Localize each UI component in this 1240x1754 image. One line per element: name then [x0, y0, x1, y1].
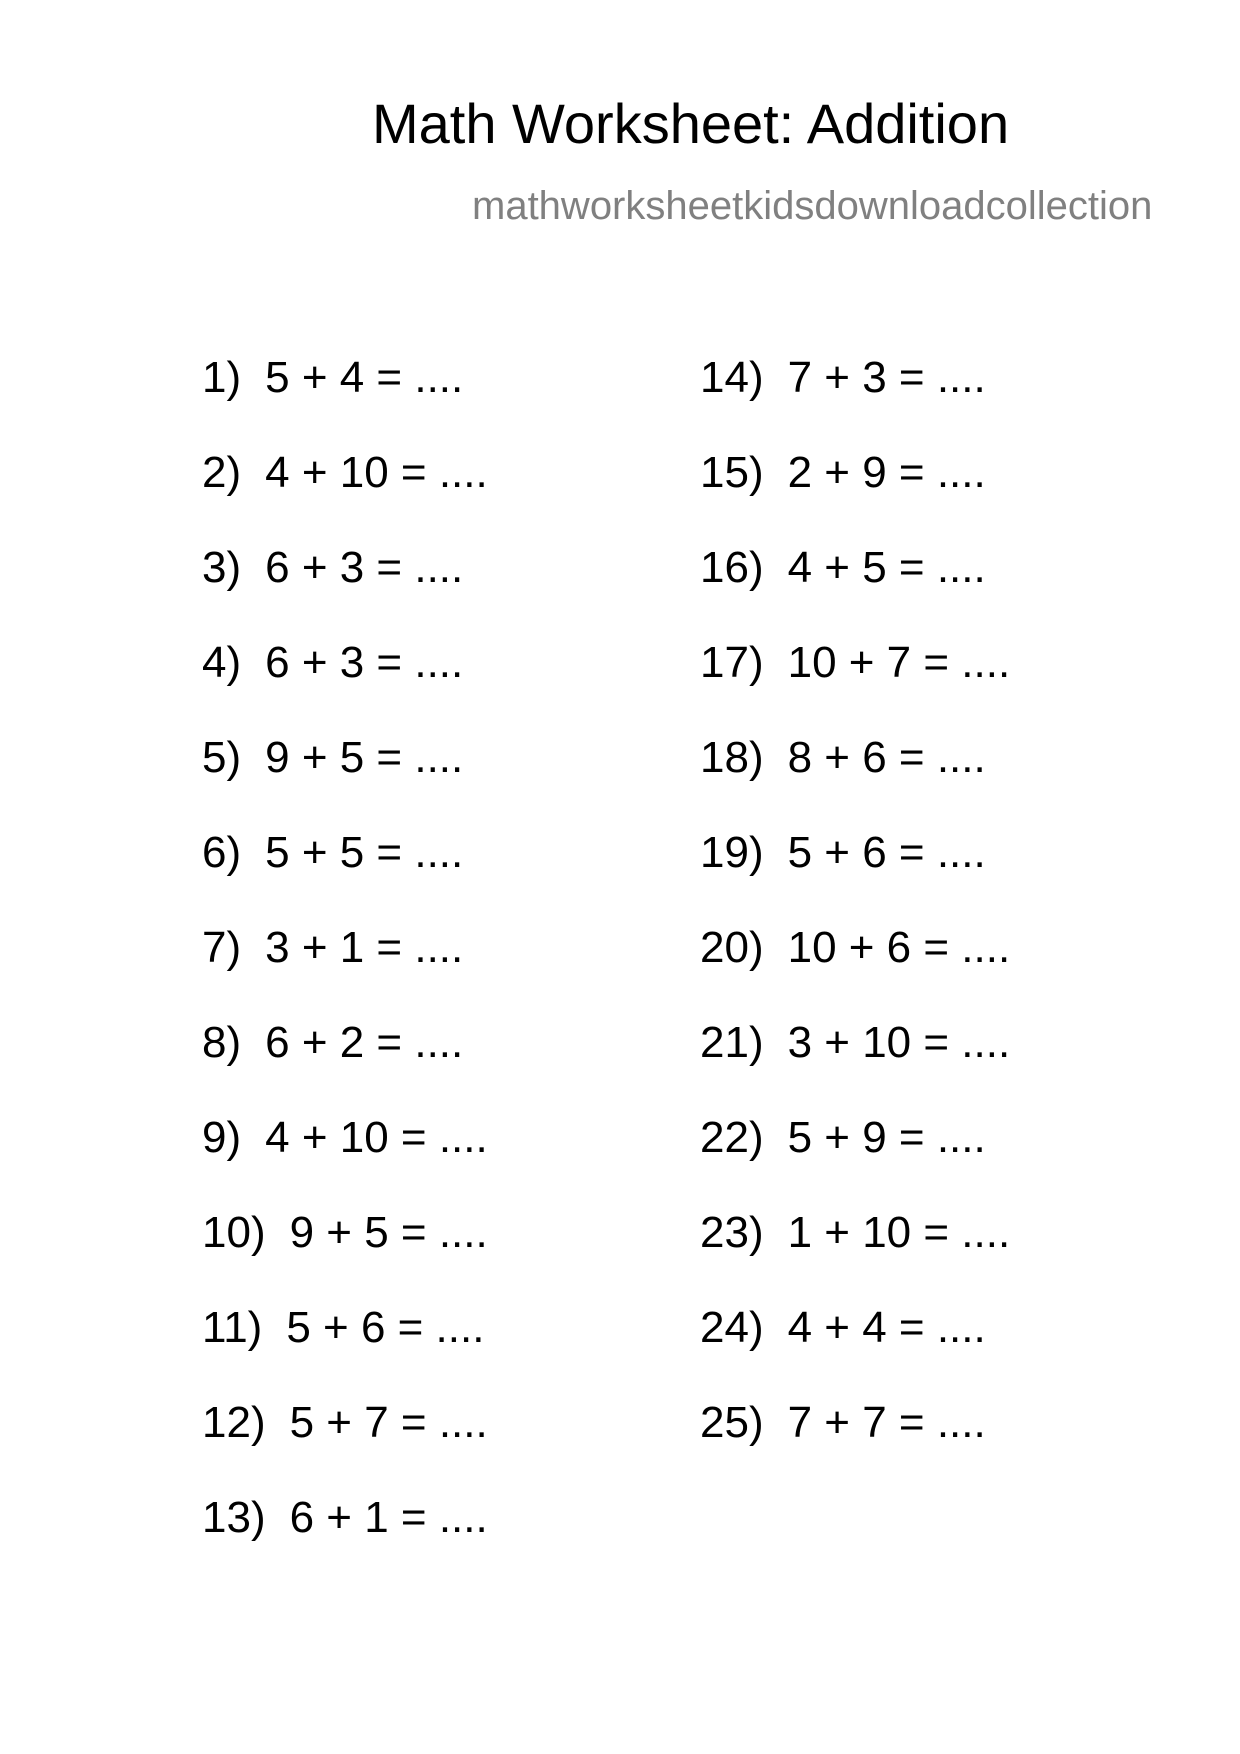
problem-number: 11): [202, 1303, 263, 1352]
problem-expression: 6 + 3 = ....: [265, 638, 464, 687]
problem-number: 13): [202, 1493, 266, 1542]
problem-item: [202, 543, 464, 592]
problem-item: [700, 1018, 1011, 1067]
problem-number: 16): [700, 543, 764, 592]
problem-expression: 8 + 6 = ....: [787, 733, 986, 782]
problem-item: [700, 448, 986, 497]
problem-number: 20): [700, 923, 764, 972]
problem-item: [700, 1208, 1011, 1257]
problem-number: 12): [202, 1398, 266, 1447]
problem-expression: 7 + 3 = ....: [787, 353, 986, 402]
problem-expression: 5 + 4 = ....: [265, 353, 464, 402]
problem-expression: 10 + 7 = ....: [787, 638, 1011, 687]
problem-number: 17): [700, 638, 764, 687]
problem-number: 5): [202, 733, 242, 782]
problem-item: [700, 543, 986, 592]
problem-number: 8): [202, 1018, 242, 1067]
problem-number: 23): [700, 1208, 764, 1257]
problem-number: 14): [700, 353, 764, 402]
problem-item: [700, 923, 1011, 972]
problem-expression: 6 + 1 = ....: [289, 1493, 488, 1542]
problem-number: 22): [700, 1113, 764, 1162]
problem-number: 24): [700, 1303, 764, 1352]
problem-number: 2): [202, 448, 242, 497]
problem-number: 19): [700, 828, 764, 877]
problem-item: [202, 1018, 464, 1067]
problem-expression: 10 + 6 = ....: [787, 923, 1011, 972]
problem-expression: 6 + 2 = ....: [265, 1018, 464, 1067]
problem-item: [202, 638, 464, 687]
problem-item: [202, 733, 464, 782]
problem-expression: 9 + 5 = ....: [265, 733, 464, 782]
problem-item: [700, 1303, 986, 1352]
problem-item: [700, 828, 986, 877]
problem-expression: 4 + 4 = ....: [787, 1303, 986, 1352]
problem-expression: 5 + 7 = ....: [289, 1398, 488, 1447]
problem-expression: 9 + 5 = ....: [289, 1208, 488, 1257]
worksheet-title: Math Worksheet: Addition: [372, 92, 1010, 155]
problem-expression: 4 + 10 = ....: [265, 1113, 488, 1162]
problem-number: 10): [202, 1208, 266, 1257]
problem-item: [202, 828, 464, 877]
problem-number: 1): [202, 353, 242, 402]
problem-item: [202, 353, 464, 402]
problem-item: [202, 448, 488, 497]
problem-item: [700, 638, 1011, 687]
problem-expression: 7 + 7 = ....: [787, 1398, 986, 1447]
problem-expression: 1 + 10 = ....: [787, 1208, 1011, 1257]
problem-number: 9): [202, 1113, 242, 1162]
problem-number: 3): [202, 543, 242, 592]
problem-expression: 4 + 10 = ....: [265, 448, 488, 497]
problem-item: [202, 1208, 488, 1257]
problem-expression: 5 + 9 = ....: [787, 1113, 986, 1162]
problem-expression: 4 + 5 = ....: [787, 543, 986, 592]
problem-item: [700, 733, 986, 782]
problem-number: 21): [700, 1018, 764, 1067]
problem-number: 25): [700, 1398, 764, 1447]
problem-item: [700, 1398, 986, 1447]
problem-expression: 5 + 5 = ....: [265, 828, 464, 877]
problem-expression: 2 + 9 = ....: [787, 448, 986, 497]
problem-item: [202, 1493, 488, 1542]
problem-item: [700, 1113, 986, 1162]
problem-number: 4): [202, 638, 242, 687]
worksheet-subtitle: mathworksheetkidsdownloadcollection: [472, 184, 1153, 228]
problem-item: [202, 1113, 488, 1162]
problem-number: 18): [700, 733, 764, 782]
problem-item: [202, 1303, 485, 1352]
problem-expression: 5 + 6 = ....: [286, 1303, 485, 1352]
problem-expression: 6 + 3 = ....: [265, 543, 464, 592]
problem-item: [700, 353, 986, 402]
problem-number: 15): [700, 448, 764, 497]
problem-number: 6): [202, 828, 242, 877]
problem-item: [202, 1398, 488, 1447]
problem-expression: 3 + 10 = ....: [787, 1018, 1011, 1067]
problem-expression: 3 + 1 = ....: [265, 923, 464, 972]
problem-number: 7): [202, 923, 242, 972]
problem-expression: 5 + 6 = ....: [787, 828, 986, 877]
problem-item: [202, 923, 464, 972]
